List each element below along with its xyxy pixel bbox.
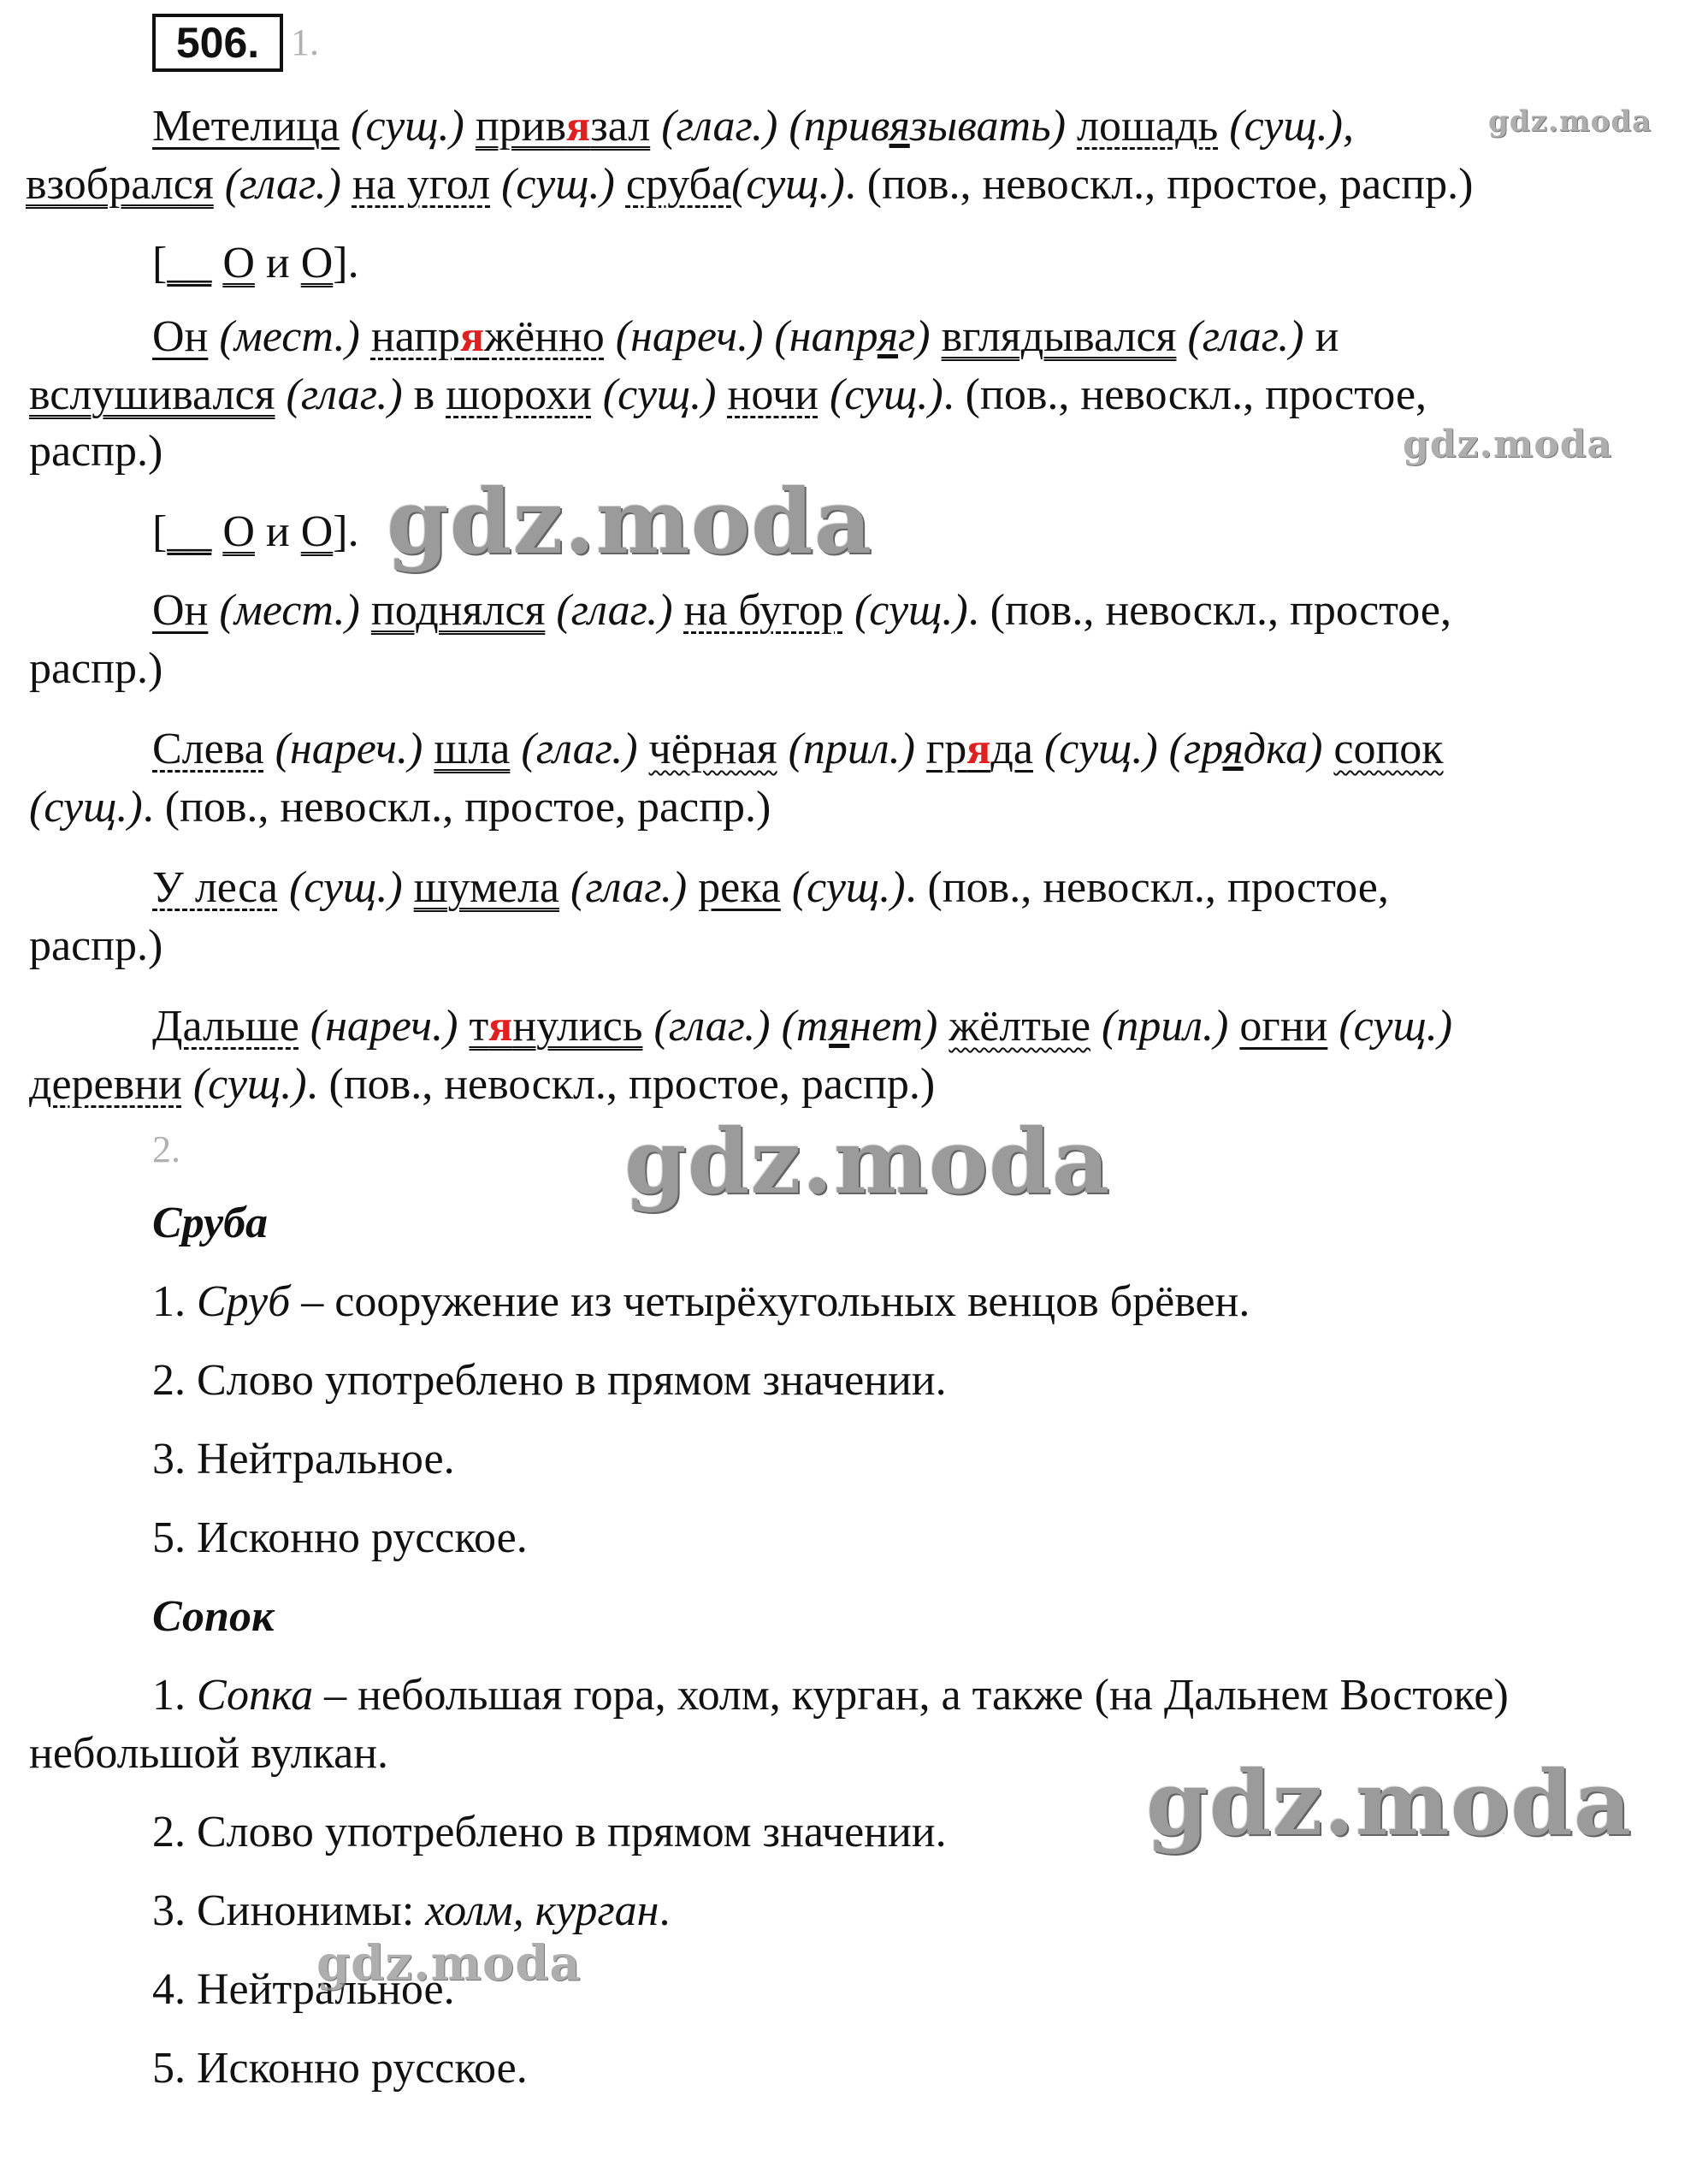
adverbial: на угол — [352, 160, 491, 209]
sentence-4-line-2: (сущ.). (пов., невоскл., простое, распр.) — [29, 783, 771, 832]
sentence-5-line-2: распр.) — [29, 921, 163, 970]
scheme-2: [__ О и О]. — [152, 507, 359, 556]
word-1-point-3: 3. Нейтральное. — [152, 1435, 455, 1483]
watermark: gdz.moda — [387, 469, 873, 574]
word-1-definition: 1. Сруб – сооружение из четырёхугольных венцов брёвен. — [152, 1277, 1250, 1326]
sentence-2-line-1: Он (мест.) напряжённо (нареч.) (напряг) вглядывался (глаг.) и — [152, 312, 1339, 361]
check-word: (привязывать) — [789, 102, 1067, 151]
word-1-point-2: 2. Слово употреблено в прямом значении. — [152, 1356, 947, 1405]
attribute: сруба — [625, 160, 732, 209]
sentence-6-line-2: деревни (сущ.). (пов., невоскл., простое, распр.) — [29, 1060, 936, 1109]
watermark: gdz.moda — [624, 1109, 1111, 1214]
object: лошадь — [1077, 102, 1219, 151]
sentence-3-line-2: распр.) — [29, 644, 163, 693]
predicate: взобрался — [26, 160, 214, 209]
sentence-6-line-1: Дальше (нареч.) тянулись (глаг.) (тянет) жёлтые (прил.) огни (сущ.) — [152, 1002, 1453, 1051]
watermark: gdz.moda — [316, 1935, 582, 1992]
sentence-2-line-2: вслушивался (глаг.) в шорохи (сущ.) ночи (сущ.). (пов., невоскл., простое, — [29, 370, 1427, 419]
word-2-point-2: 2. Слово употреблено в прямом значении. — [152, 1808, 947, 1856]
part-two-label: 2. — [152, 1128, 180, 1170]
word-2-title: Сопок — [152, 1592, 275, 1641]
word-2-point-3: 3. Синонимы: холм, курган. — [152, 1886, 671, 1935]
part-one-label: 1. — [291, 21, 319, 63]
watermark: gdz.moda — [1146, 1750, 1633, 1856]
watermark: gdz.moda — [1403, 423, 1613, 466]
sentence-1-line-2: взобрался (глаг.) на угол (сущ.) сруба(сущ.). (пов., невоскл., простое, распр.) — [26, 160, 1474, 209]
subject: Метелица — [152, 102, 340, 151]
word-2-definition: 1. Сопка – небольшая гора, холм, курган, а также (на Дальнем Востоке) — [152, 1671, 1509, 1720]
watermark: gdz.moda — [1488, 104, 1652, 139]
word-2-point-4: 4. Нейтральное. — [152, 1965, 455, 2014]
sentence-4-line-1: Слева (нареч.) шла (глаг.) чёрная (прил.) гряда (сущ.) (грядка) сопок — [152, 725, 1444, 773]
exercise-number: 506. — [152, 14, 283, 72]
word-2-point-5: 5. Исконно русское. — [152, 2044, 528, 2093]
word-1-point-5: 5. Исконно русское. — [152, 1513, 528, 1562]
word-2-definition-cont: небольшой вулкан. — [29, 1729, 389, 1778]
sentence-3-line-1: Он (мест.) поднялся (глаг.) на бугор (сущ.). (пов., невоскл., простое, — [152, 586, 1451, 635]
scheme-1: [__ О и О]. — [152, 239, 359, 287]
sentence-1-line-1: Метелица (сущ.) привязал (глаг.) (привязывать) лошадь (сущ.), — [152, 102, 1354, 151]
sentence-5-line-1: У леса (сущ.) шумела (глаг.) река (сущ.). (пов., невоскл., простое, — [152, 863, 1389, 912]
predicate: привязал — [475, 102, 651, 151]
word-1-title: Сруба — [152, 1199, 269, 1247]
sentence-2-line-3: распр.) — [29, 427, 163, 476]
